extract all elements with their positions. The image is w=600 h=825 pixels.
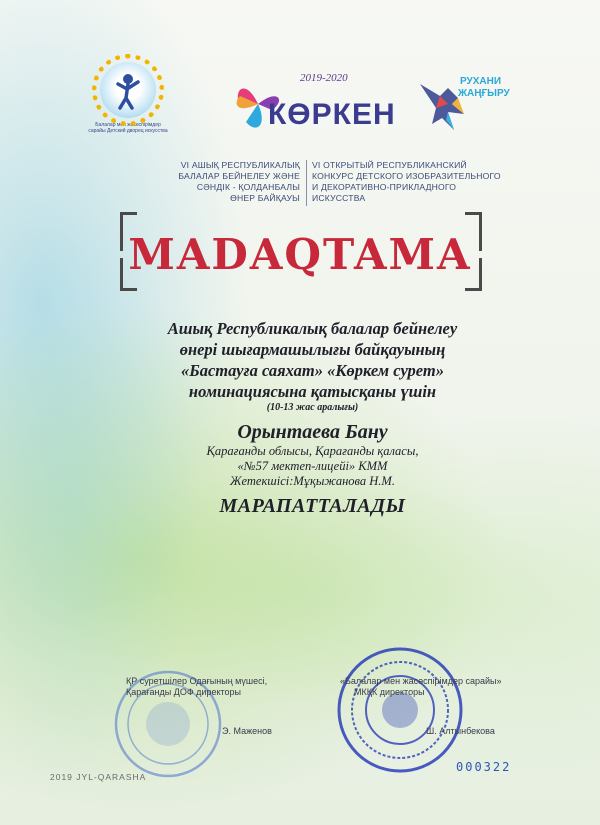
certificate-title: MADAQTAMA xyxy=(128,230,472,279)
korken-year: 2019-2020 xyxy=(300,72,348,84)
right-signer xyxy=(340,676,501,698)
caption-divider xyxy=(306,160,307,206)
body-line: өнері шығармашылығы байқауының xyxy=(179,340,446,359)
rukhani-line2: ЖАҢҒЫРУ xyxy=(458,88,510,99)
left-signer-title: Қарағанды ДОФ директоры xyxy=(126,687,242,697)
certificate-body xyxy=(120,318,505,519)
rukhani-line1: РУХАНИ xyxy=(460,76,502,87)
right-stamp xyxy=(335,645,465,775)
caption-kz-line: БАЛАЛАР БЕЙНЕЛЕУ ЖӘНЕ xyxy=(178,171,300,181)
left-signer xyxy=(126,676,267,698)
right-signer-name: Ш. Алтынбекова xyxy=(426,726,495,736)
palace-logo-caption: Балалар мен жасөспірімдер сарайы Детский дворец искусства xyxy=(88,122,168,134)
body-line: «Бастауға саяхат» «Көркем сурет» xyxy=(180,361,444,380)
issue-date: 2019 JYL-QARASHA xyxy=(50,772,147,782)
caption-kz-line: ӨНЕР БАЙҚАУЫ xyxy=(230,193,300,203)
palace-logo xyxy=(88,62,168,134)
caption-kz-line: VI АШЫҚ РЕСПУБЛИКАЛЫҚ xyxy=(180,160,300,170)
caption-ru-line: VI ОТКРЫТЫЙ РЕСПУБЛИКАНСКИЙ xyxy=(312,160,467,170)
recipient-name: Орынтаева Бану xyxy=(237,421,388,443)
caption-kazakh xyxy=(130,160,300,204)
right-signer-title: «Балалар мен жасөспірімдер сарайы» xyxy=(340,676,502,686)
korken-logo xyxy=(228,70,396,136)
caption-ru-line: ИСКУССТВА xyxy=(312,193,366,203)
caption-russian xyxy=(312,160,512,204)
korken-wordmark: КӨРКЕН xyxy=(268,98,396,131)
recipient-school: «№57 мектеп-лицейі» КММ xyxy=(237,459,388,473)
caption-kz-line: СӘНДІК - ҚОЛДАНБАЛЫ xyxy=(196,182,300,192)
caption-ru-line: КОНКУРС ДЕТСКОГО ИЗОБРАЗИТЕЛЬНОГО xyxy=(312,171,501,181)
body-line: номинациясына қатысқаны үшін xyxy=(188,382,437,401)
recipient-region: Қарағанды облысы, Қарағанды қаласы, xyxy=(206,444,419,458)
awarded-text: МАРАПАТТАЛАДЫ xyxy=(219,495,406,517)
serial-number: 000322 xyxy=(456,760,512,774)
age-range: (10-13 жас аралығы) xyxy=(266,402,359,413)
caption-ru-line: И ДЕКОРАТИВНО-ПРИКЛАДНОГО xyxy=(312,182,457,192)
body-line: Ашық Республикалық балалар бейнелеу xyxy=(167,319,458,338)
rukhani-zhangyru-logo xyxy=(418,70,538,140)
recipient-teacher: Жетекшісі:Мұқыжанова Н.М. xyxy=(230,474,395,488)
left-signer-name: Э. Маженов xyxy=(222,726,272,736)
right-signer-title: МКҚК директоры xyxy=(354,687,425,697)
left-signer-title: ҚР суретшілер Одағының мүшесі, xyxy=(126,676,268,686)
palace-logo-emblem xyxy=(100,62,156,118)
